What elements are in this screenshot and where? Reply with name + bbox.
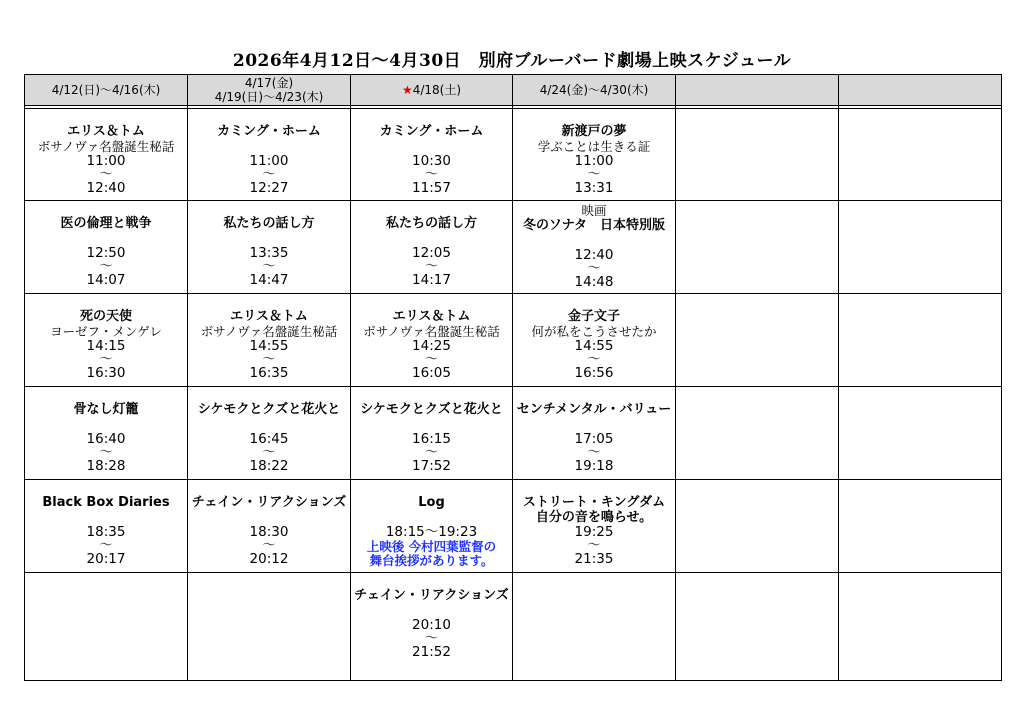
film-title: シケモクとクズと花火と [197,402,341,418]
header-col-4: 4/24(金)～4/30(木) [513,75,676,106]
screening-entry [188,294,350,381]
end-time: 16:30 [86,365,126,382]
tilde-separator: ～ [587,537,601,553]
film-title: 医の倫理と戦争 [60,216,152,232]
schedule-cell [676,572,839,680]
schedule-cell [188,294,351,387]
tilde-separator: ～ [262,352,276,368]
end-time: 14:17 [412,272,451,289]
screening-entry [351,294,512,381]
start-time: 18:35 [86,523,126,540]
screening-entry [25,294,187,381]
schedule-cell [25,387,188,480]
event-note: 上映後 今村四葉監督の [366,538,497,554]
screening-entry [351,201,512,288]
showtime-range: 18:15～19:23 [385,523,478,540]
spacer [188,510,350,525]
film-title: チェイン・リアクションズ [191,494,347,510]
start-time: 16:40 [86,431,126,448]
header-col-3: ★4/18(土) [351,75,513,106]
film-title: 冬のソナタ 日本特別版 [522,218,666,234]
start-time: 10:30 [412,152,451,169]
spacer [188,231,350,246]
screening-entry [351,109,512,196]
end-time: 14:07 [86,272,126,289]
film-title: ストリート・キングダム [522,494,666,510]
film-title: シケモクとクズと花火と [360,402,503,418]
screening-entry [25,387,187,474]
film-title: 死の天使 [79,309,132,325]
film-subtitle: ボサノヴァ名盤誕生秘話 [200,324,338,340]
spacer [351,510,512,525]
schedule-cell [839,572,1002,680]
header-col-2-line1: 4/17(金) [244,75,294,90]
start-time: 14:25 [412,338,451,355]
schedule-cell [839,108,1002,201]
schedule-cell [676,294,839,387]
film-subtitle: ヨーゼフ・メンゲレ [50,324,162,340]
schedule-cell [25,479,188,572]
tilde-separator: ～ [262,537,276,553]
start-time: 11:00 [249,152,289,169]
end-time: 16:05 [412,365,451,382]
schedule-cell [25,108,188,201]
start-time: 20:10 [412,616,451,633]
schedule-cell [676,479,839,572]
end-time: 12:40 [86,179,126,196]
spacer [351,139,512,154]
schedule-cell [676,108,839,201]
screening-entry [513,480,675,567]
schedule-cell [676,201,839,294]
film-subtitle: 学ぶことは生きる証 [537,138,651,154]
start-time: 16:15 [412,431,451,448]
tilde-separator: ～ [587,166,601,182]
film-title: 骨なし灯籠 [73,402,139,418]
spacer [351,603,512,618]
schedule-cell [351,294,513,387]
schedule-cell [351,572,513,680]
end-time: 19:18 [574,458,614,475]
screening-entry [188,480,350,567]
spacer [25,510,187,525]
end-time: 21:52 [412,643,451,660]
start-time: 13:35 [249,245,289,262]
screening-entry [351,573,512,660]
schedule-row [25,572,1002,680]
film-title: カミング・ホーム [217,123,321,139]
screening-entry [25,201,187,288]
screening-entry [188,387,350,474]
start-time: 14:15 [86,338,126,355]
schedule-cell [513,108,676,201]
tilde-separator: ～ [424,259,438,275]
schedule-cell [839,387,1002,480]
film-title: エリス＆トム [392,309,471,325]
end-time: 16:35 [249,365,289,382]
end-time: 18:22 [249,458,289,475]
screening-entry [25,480,187,567]
tilde-separator: ～ [424,166,438,182]
start-time: 17:05 [574,431,614,448]
tilde-separator: ～ [262,166,276,182]
tilde-separator: ～ [262,445,276,461]
film-title: 私たちの話し方 [385,216,477,232]
tilde-separator: ～ [262,259,276,275]
spacer [188,417,350,432]
schedule-cell [188,108,351,201]
header-col-2 [188,75,351,106]
header-col-5 [676,75,839,106]
film-title: カミング・ホーム [379,123,484,139]
end-time: 18:28 [86,458,126,475]
schedule-cell [513,387,676,480]
schedule-cell [351,108,513,201]
schedule-cell [351,201,513,294]
schedule-row [25,108,1002,201]
film-title: 新渡戸の夢 [561,123,627,139]
screening-entry [513,201,675,290]
film-title: Log [418,494,445,510]
header-row [25,75,1002,106]
start-time: 12:05 [412,245,451,262]
schedule-cell [513,201,676,294]
spacer [351,231,512,246]
film-subtitle: ボサノヴァ名盤誕生秘話 [363,324,500,340]
start-time: 16:45 [249,431,289,448]
start-time: 11:00 [86,152,126,169]
start-time: 12:50 [86,245,126,262]
schedule-cell [839,201,1002,294]
start-time: 14:55 [249,338,289,355]
schedule-row [25,479,1002,572]
tilde-separator: ～ [99,166,113,182]
end-time: 17:52 [412,458,451,475]
screening-entry [25,109,187,196]
header-col-2-line2: 4/19(日)～4/23(木) [214,89,324,104]
schedule-row [25,387,1002,480]
end-time: 20:12 [249,550,289,567]
film-title: Black Box Diaries [42,494,170,510]
tilde-separator: ～ [99,352,113,368]
screening-entry [513,109,675,196]
schedule-row [25,294,1002,387]
schedule-row [25,201,1002,294]
tilde-separator: ～ [587,352,601,368]
tilde-separator: ～ [424,445,438,461]
start-time: 12:40 [574,247,614,264]
screening-entry [351,387,512,474]
schedule-cell [188,387,351,480]
end-time: 16:56 [574,365,614,382]
schedule-cell [25,294,188,387]
tilde-separator: ～ [424,630,438,646]
tilde-separator: ～ [99,445,113,461]
film-title: エリス＆トム [67,123,145,139]
film-title-line2: 自分の音を鳴らせ。 [535,509,653,525]
film-subtitle: ボサノヴァ名盤誕生秘話 [37,138,175,154]
screening-entry [188,109,350,196]
film-prefix: 映画 [581,203,607,219]
schedule-cell [513,294,676,387]
tilde-separator: ～ [424,352,438,368]
start-time: 14:55 [574,338,614,355]
event-note: 舞台挨拶があります。 [369,552,494,568]
spacer [351,417,512,432]
tilde-separator: ～ [99,537,113,553]
schedule-cell [839,479,1002,572]
end-time: 20:17 [86,550,126,567]
film-title: センチメンタル・バリュー [516,402,672,418]
film-title: 金子文子 [567,309,620,325]
spacer [25,417,187,432]
film-title: エリス＆トム [230,309,308,325]
screening-entry [513,294,675,381]
end-time: 21:35 [574,550,614,567]
start-time: 18:30 [249,523,289,540]
schedule-cell [513,479,676,572]
spacer [513,417,675,432]
schedule-cell [351,387,513,480]
schedule-cell [351,479,513,572]
schedule-cell [676,387,839,480]
screening-entry [188,201,350,288]
schedule-cell [188,201,351,294]
schedule-cell [513,572,676,680]
end-time: 12:27 [249,179,289,196]
schedule-table [24,74,1002,681]
header-col-6 [839,75,1002,106]
screening-entry [513,387,675,474]
film-subtitle: 何が私をこうさせたか [531,324,657,340]
screening-entry [351,480,512,568]
start-time: 19:25 [574,523,614,540]
schedule-cell [25,201,188,294]
end-time: 13:31 [574,179,614,196]
tilde-separator: ～ [587,445,601,461]
film-title: チェイン・リアクションズ [354,587,509,603]
end-time: 11:57 [412,179,451,196]
tilde-separator: ～ [99,259,113,275]
spacer [188,139,350,154]
film-title: 私たちの話し方 [223,216,315,232]
tilde-separator: ～ [587,261,601,277]
schedule-cell [25,572,188,680]
end-time: 14:48 [574,274,614,291]
schedule-cell [188,479,351,572]
spacer [25,231,187,246]
spacer [513,233,675,248]
page-title: 2026年4月12日～4月30日 別府ブルーバード劇場上映スケジュール [232,51,792,71]
schedule-cell [839,294,1002,387]
start-time: 11:00 [574,152,614,169]
star-icon: ★ [401,82,413,97]
header-col-1: 4/12(日)～4/16(木) [25,75,188,106]
end-time: 14:47 [249,272,289,289]
schedule-cell [188,572,351,680]
